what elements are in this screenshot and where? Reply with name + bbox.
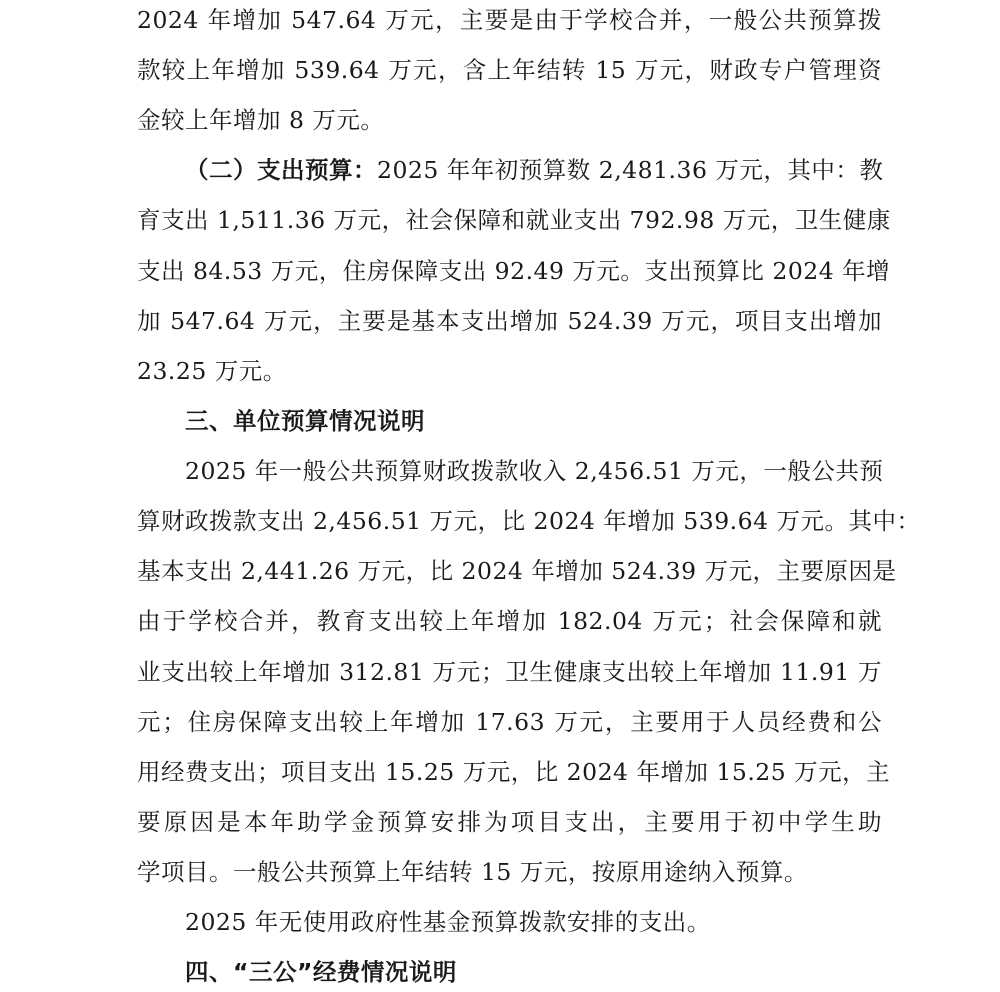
body-text-line: 2024 年增加 547.64 万元，主要是由于学校合并，一般公共预算拨 <box>137 6 882 34</box>
body-text-line <box>185 150 882 190</box>
body-text-line: 支出 84.53 万元，住房保障支出 92.49 万元。支出预算比 2024 年增 <box>137 257 891 285</box>
section-label: （二）支出预算： <box>185 156 377 184</box>
body-text-line: 元；住房保障支出较上年增加 17.63 万元，主要用于人员经费和公 <box>137 708 882 736</box>
body-text-line: 加 547.64 万元，主要是基本支出增加 524.39 万元，项目支出增加 <box>137 307 882 335</box>
body-text-line: 款较上年增加 539.64 万元，含上年结转 15 万元，财政专户管理资 <box>137 56 882 84</box>
body-text-line: 由于学校合并，教育支出较上年增加 182.04 万元；社会保障和就 <box>137 607 882 635</box>
body-text-line: 用经费支出；项目支出 15.25 万元，比 2024 年增加 15.25 万元，主 <box>137 758 891 786</box>
body-text-line: 基本支出 2,441.26 万元，比 2024 年增加 524.39 万元，主要原因是 <box>137 557 897 585</box>
body-text-line: 业支出较上年增加 312.81 万元；卫生健康支出较上年增加 11.91 万 <box>137 658 882 686</box>
body-text-span: 2025 年年初预算数 2,481.36 万元，其中：教 <box>377 156 884 184</box>
section-heading: 四、“三公”经费情况说明 <box>185 958 457 986</box>
body-text-line: 学项目。一般公共预算上年结转 15 万元，按原用途纳入预算。 <box>137 858 808 886</box>
body-text-line: 算财政拨款支出 2,456.51 万元，比 2024 年增加 539.64 万元。其中： <box>137 507 921 535</box>
body-text-line: 育支出 1,511.36 万元，社会保障和就业支出 792.98 万元，卫生健康 <box>137 206 891 234</box>
body-text-line: 2025 年无使用政府性基金预算拨款安排的支出。 <box>185 908 711 936</box>
body-text-line: 23.25 万元。 <box>137 357 287 385</box>
body-text-line: 金较上年增加 8 万元。 <box>137 106 385 134</box>
section-heading: 三、单位预算情况说明 <box>185 407 425 435</box>
body-text-line: 2025 年一般公共预算财政拨款收入 2,456.51 万元，一般公共预 <box>185 457 884 485</box>
body-text-line: 要原因是本年助学金预算安排为项目支出，主要用于初中学生助 <box>137 808 882 836</box>
